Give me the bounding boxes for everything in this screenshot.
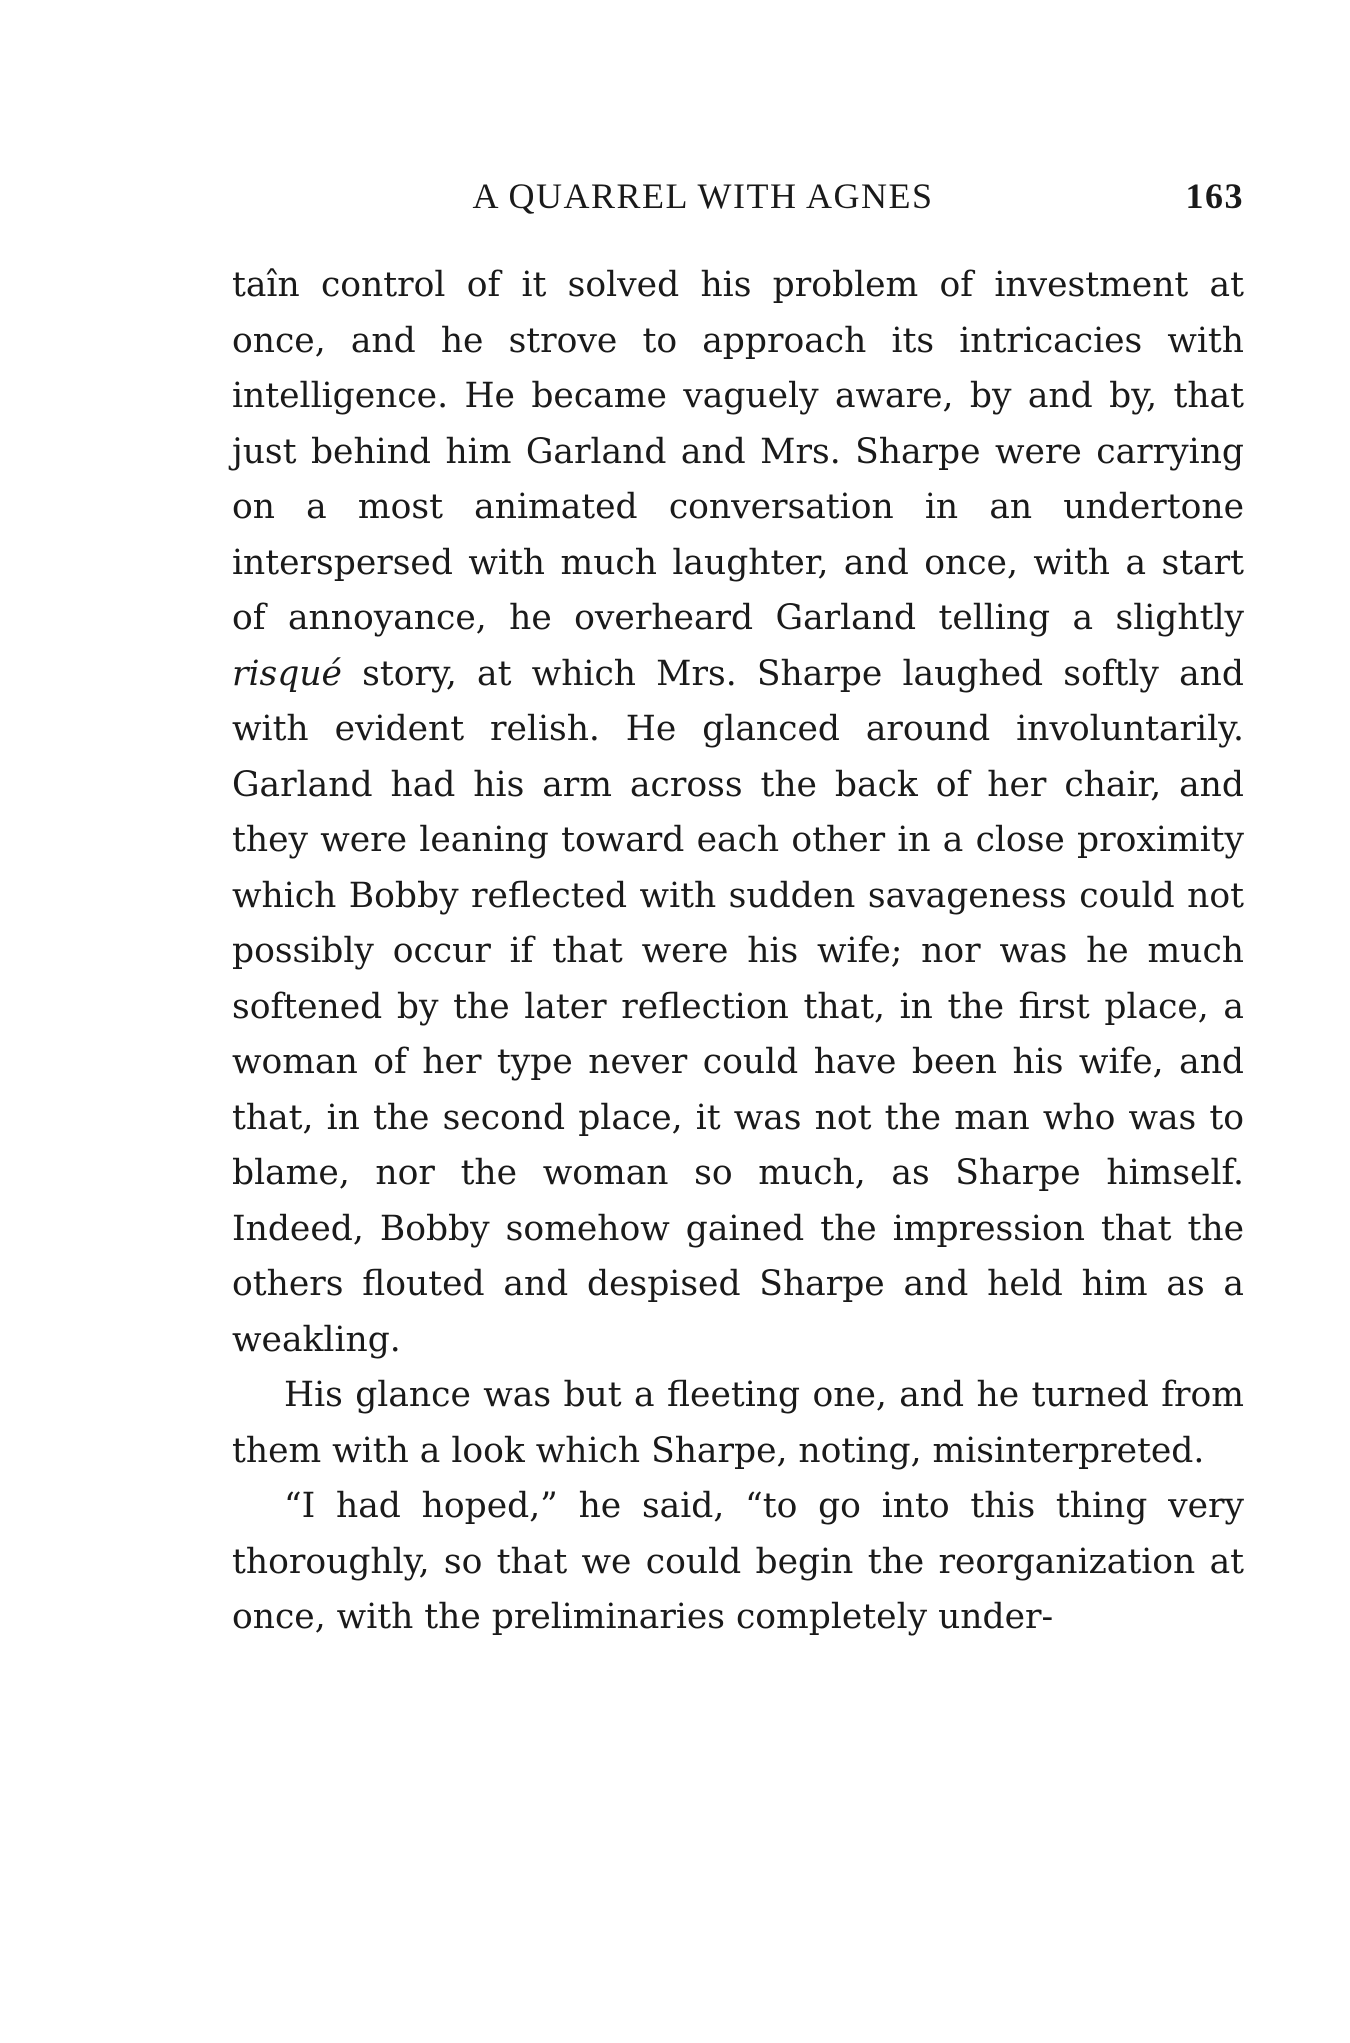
- running-head: [232, 168, 1244, 224]
- paragraph-2: His glance was but a fleeting one, and he turned from them with a look which Sharpe, noting, misinterpreted.: [232, 1375, 1244, 1471]
- body-text: [232, 258, 1244, 1646]
- paragraph-1-text-end: story, at which Mrs. Sharpe laughed softly and with evident relish. He glanced around involuntarily. Garland had his arm across the back of her chair, and they were leaning toward each other in a close proximity which Bobby reflected with sudden savageness could not possibly occur if that were his wife; nor was he much softened by the later reflection that, in the first place, a woman of her type never could have been his wife, and that, in the second place, it was not the man who was to blame, nor the woman so much, as Sharpe himself. Indeed, Bobby somehow gained the impression that the others flouted and despised Sharpe and held him as a weakling.: [232, 653, 1244, 1360]
- paragraph-1-text-start: taîn control of it solved his problem of investment at once, and he strove to approach its intricacies with intelligence. He became vaguely aware, by and by, that just behind him Garland and Mrs. Sharpe were carrying on a most animated conversation in an undertone interspersed with much laughter, and once, with a start of annoyance, he overheard Garland telling a slightly: [232, 265, 1244, 638]
- italic-word: risqué: [232, 653, 342, 694]
- paragraph-3: “I had hoped,” he said, “to go into this thing very thoroughly, so that we could begin the reorganization at once, with the preliminaries completely under-: [232, 1486, 1244, 1637]
- page-number: 163: [1185, 176, 1244, 216]
- running-title: A QUARREL WITH AGNES: [472, 176, 934, 216]
- paragraph-1: [232, 258, 1244, 1368]
